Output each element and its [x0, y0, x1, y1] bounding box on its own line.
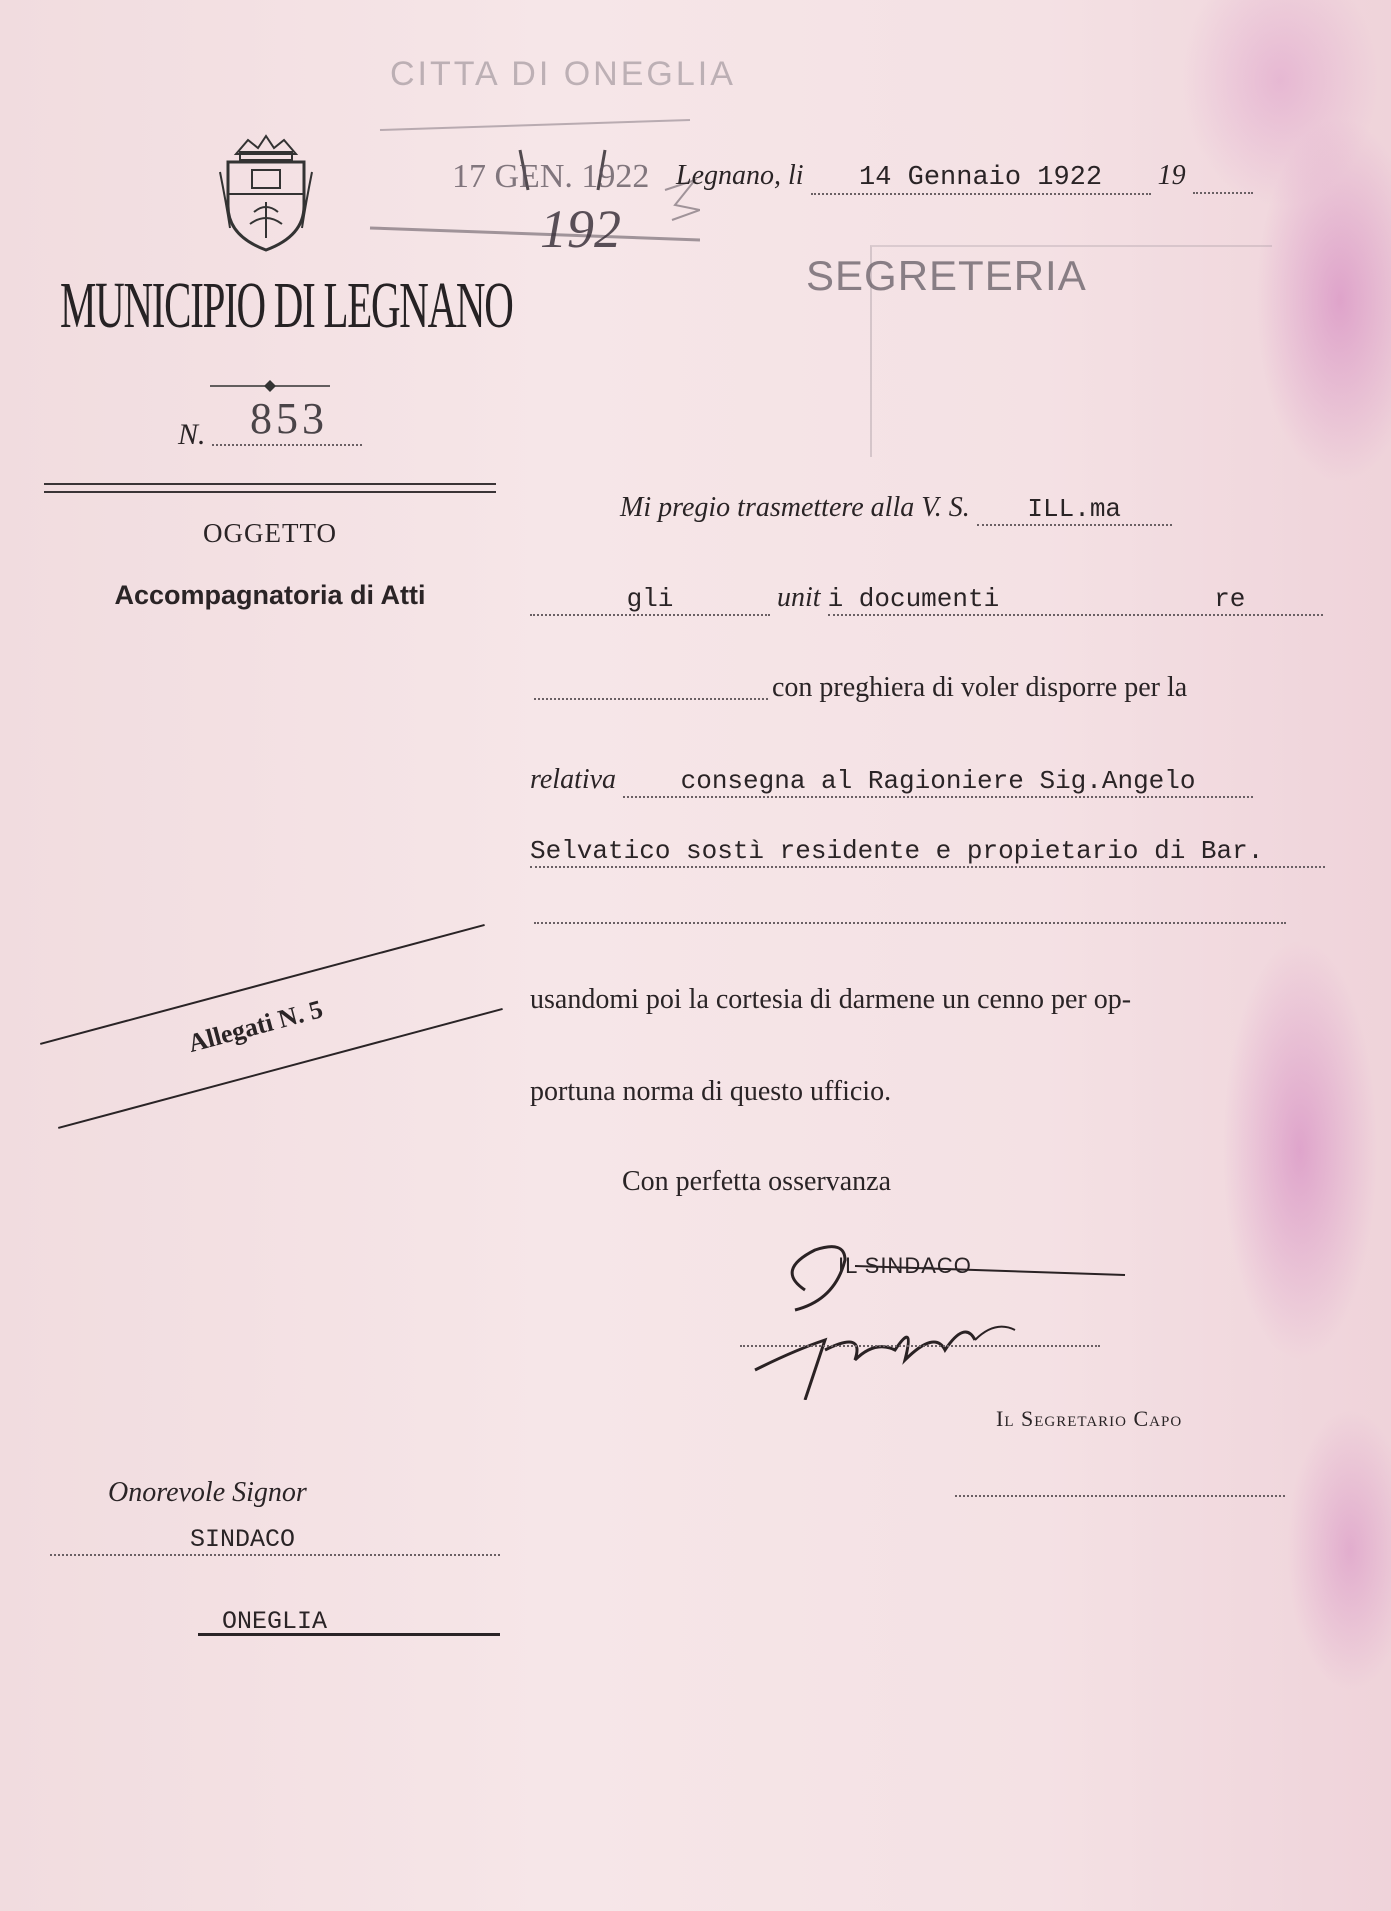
- municipal-crest-icon: [218, 132, 314, 254]
- body-line-3-dots: [534, 698, 768, 700]
- body-line-7-text: portuna norma di questo ufficio.: [530, 1076, 892, 1107]
- recipient-dotted-line: [50, 1554, 500, 1556]
- number-label: N.: [178, 418, 206, 451]
- attachments-label: Allegati N. 5: [185, 994, 326, 1059]
- body-line-6-dots: [534, 922, 1286, 924]
- mayor-signature-line: [740, 1345, 1100, 1347]
- stamp-city-text: CITTA DI ONEGLIA: [390, 55, 736, 93]
- municipality-title: MUNICIPIO DI LEGNANO: [60, 269, 513, 342]
- recipient-city: ONEGLIA: [222, 1607, 328, 1636]
- closing-text: Con perfetta osservanza: [622, 1166, 891, 1197]
- body-line-2-fill-group: [828, 584, 1323, 616]
- body-line-6-text: usandomi poi la cortesia di darmene un cenno per op-: [530, 984, 1132, 1015]
- double-rule-divider: [44, 483, 496, 493]
- mayor-label: IL SINDACO: [838, 1253, 972, 1278]
- dateline: [676, 160, 1253, 195]
- dateline-place: Legnano, li: [676, 160, 804, 191]
- body-line-2-fill-c: re: [1214, 584, 1246, 614]
- body-line-3-text: con preghiera di voler disporre per la: [772, 672, 1188, 703]
- ornament-divider: [210, 380, 330, 392]
- body-line-2-text: unit: [777, 582, 821, 613]
- number-dotted-line: [212, 444, 362, 446]
- dateline-date: 14 Gennaio 1922: [811, 163, 1151, 195]
- secretary-signature-line: [955, 1495, 1285, 1497]
- recipient-title: Onorevole Signor: [108, 1477, 307, 1508]
- body-line-2: [530, 582, 1323, 616]
- body-line-1-text: Mi pregio trasmettere alla V. S.: [620, 492, 970, 523]
- body-line-2-fill-b: i documenti: [827, 584, 1000, 614]
- recipient-name: SINDACO: [190, 1525, 296, 1554]
- body-line-4: [530, 764, 1253, 798]
- subject-value: Accompagnatoria di Atti: [114, 580, 426, 610]
- subject-label: OGGETTO: [203, 518, 337, 548]
- dateline-year-dots: [1193, 160, 1253, 194]
- dateline-year-prefix: 19: [1157, 160, 1186, 191]
- secretary-label: Il Segretario Capo: [996, 1406, 1183, 1431]
- body-line-5-fill: Selvatico sostì residente e propietario di Bar.: [530, 836, 1325, 868]
- number-value: 853: [250, 394, 328, 443]
- stamp-received-date: 17 GEN. 1922: [452, 158, 650, 195]
- body-line-2-fill-a: gli: [530, 584, 770, 616]
- body-line-4-text: relativa: [530, 764, 617, 795]
- stamp-protocol-number: 192: [540, 199, 621, 259]
- body-line-4-fill: consegna al Ragioniere Sig.Angelo: [623, 766, 1253, 798]
- body-line-1: [620, 492, 1172, 526]
- body-line-1-fill: ILL.ma: [977, 494, 1172, 526]
- office-stamp-text: SEGRETERIA: [806, 252, 1087, 299]
- recipient-underline: [198, 1633, 500, 1636]
- body-line-5: [530, 834, 1325, 868]
